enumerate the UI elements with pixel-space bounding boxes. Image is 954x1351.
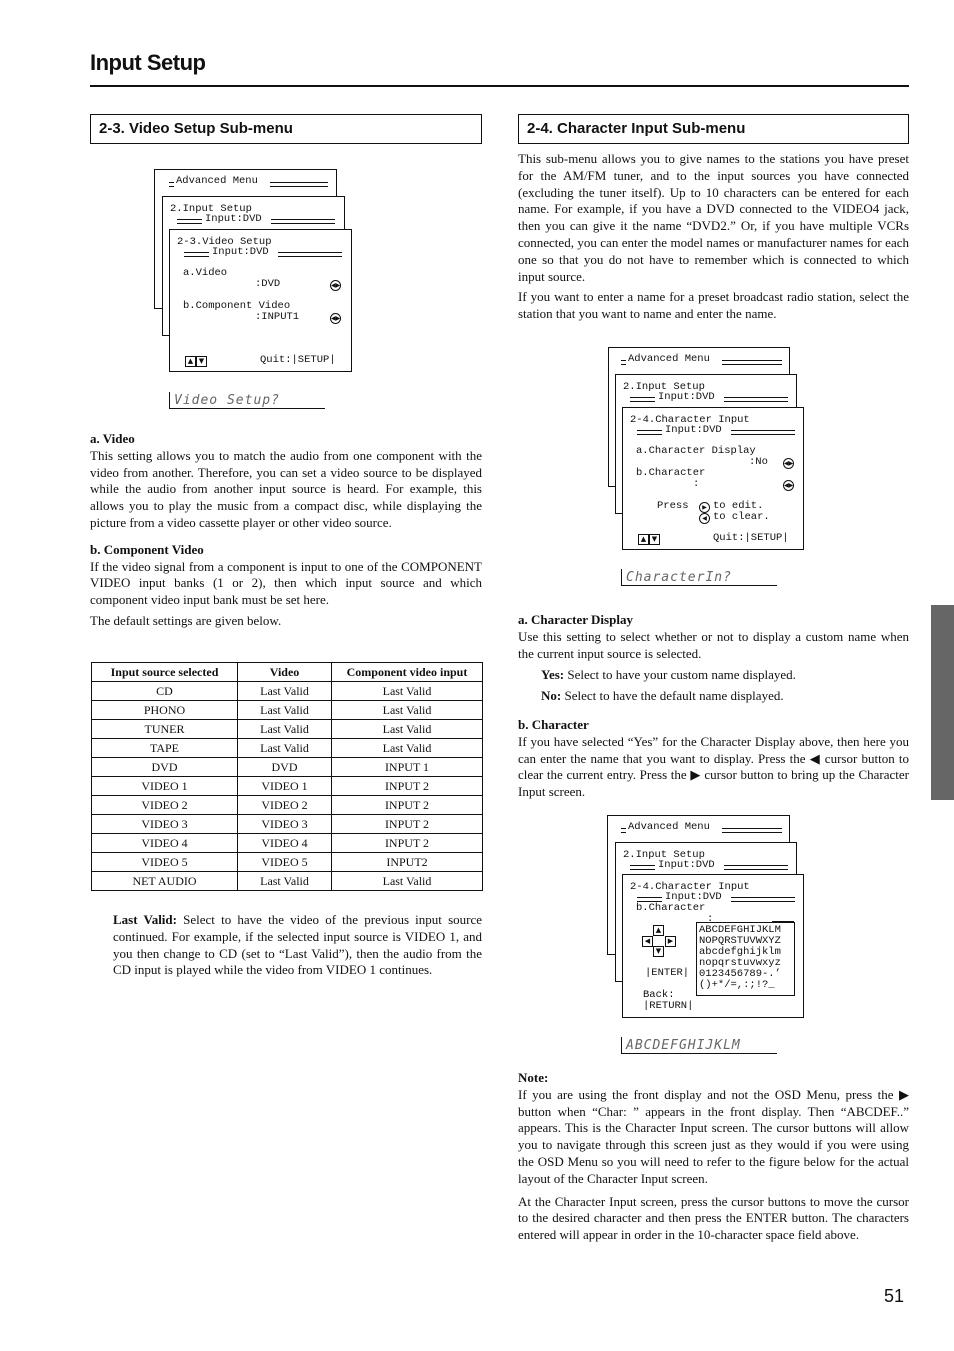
table-header-cell: Component video input [332,663,483,682]
osd-enter: |ENTER| [645,967,690,979]
osd-item-b-value: : [707,913,714,925]
left-arrow-icon: ◀ [699,513,710,524]
video-section-heading: 2-3. Video Setup Sub-menu [90,114,482,144]
osd-menu3-sub: Input:DVD [665,891,722,903]
yes-option [541,667,909,684]
table-cell: VIDEO 4 [238,834,332,853]
osd-menu3-title: 2-3.Video Setup [177,236,272,248]
table-cell: INPUT 2 [332,815,483,834]
no-label: No: [541,688,562,704]
table-row [92,739,483,758]
char-intro-1: This sub-menu allows you to give names to the stations you have preset for the AM/FM tuner, and to the input sources you have connected (excluding the tuner itself). Up to 10 characters can be entered for each name. For example, if you have a DVD connected to the VIDEO4 jack, then you can give it the name “DVD2.” Or, if you have multiple VCRs connected, you can enter the model names or manufacturer names for each one so that you do not have to remember which is connected to which input source. [518,151,909,284]
left-arrow-icon: ◀ [642,936,653,947]
table-cell: TAPE [92,739,238,758]
table-row [92,720,483,739]
osd-return: |RETURN| [643,1000,694,1012]
table-row [92,853,483,872]
char-a-heading: a. Character Display [518,612,633,627]
char-description [518,612,909,805]
page-number: 51 [884,1286,905,1306]
char-row: 0123456789-.’ [699,968,781,980]
osd-press: Press [657,500,689,512]
osd-window-character-input [622,407,804,550]
table-header-cell: Video [238,663,332,682]
table-cell: INPUT 1 [332,758,483,777]
osd-menu2-sub: Input:DVD [658,859,715,871]
osd-menu3-title: 2-4.Character Input [630,414,750,426]
table-row [92,701,483,720]
osd-item-a-value: :No [749,456,768,468]
osd-item-b-value: :INPUT1 [255,311,300,323]
osd-menu1-label: Advanced Menu [628,353,710,365]
char-a-text: Use this setting to select whether or not to display a custom name when the current input source is selected. [518,628,909,661]
table-cell: Last Valid [332,872,483,891]
osd-item-a-value: :DVD [255,278,281,290]
table-header-row [92,663,483,682]
table-cell: INPUT 2 [332,796,483,815]
table-row [92,796,483,815]
osd-menu3-title: 2-4.Character Input [630,881,750,893]
last-valid-label: Last Valid: [113,912,177,927]
osd-item-b: b.Character [636,467,706,479]
table-cell: Last Valid [238,701,332,720]
table-cell: NET AUDIO [92,872,238,891]
char-b-text: If you have selected “Yes” for the Character Display above, then here you can enter the name that you want to display. Press the ◀ cursor button to clear the current entry. Press the ▶ cursor button to bring up the Character Input screen. [518,733,909,800]
osd-item-b: b.Component Video [183,300,291,312]
osd-item-b-value: : [693,478,700,490]
table-row [92,872,483,891]
yes-label: Yes: [541,667,565,683]
table-cell: INPUT 2 [332,834,483,853]
table-cell: INPUT2 [332,853,483,872]
osd-quit: Quit:|SETUP| [713,532,789,544]
table-row [92,682,483,701]
section-tab-marker [931,605,954,800]
osd-item-a: a.Video [183,267,228,279]
down-arrow-icon: ▼ [653,946,664,957]
table-cell: DVD [238,758,332,777]
note-text-2: At the Character Input screen, press the cursor buttons to move the cursor to the desired character and then press the ENTER button. The characters entered will appear in order in the 10-character space field above. [518,1193,909,1243]
table-cell: VIDEO 4 [92,834,238,853]
table-cell: VIDEO 3 [238,815,332,834]
up-arrow-icon: ▲ [185,356,196,367]
table-cell: VIDEO 5 [92,853,238,872]
osd-menu1-label: Advanced Menu [628,821,710,833]
video-description [90,431,482,634]
default-settings-table [91,662,483,891]
table-cell: VIDEO 2 [238,796,332,815]
yes-text: Select to have your custom name displayed. [567,667,796,683]
osd-menu2-sub: Input:DVD [658,391,715,403]
character-input-lcd: CharacterIn? [621,569,777,586]
osd-quit: Quit:|SETUP| [260,354,336,366]
down-arrow-icon: ▼ [196,356,207,367]
osd-menu2-title: 2.Input Setup [623,381,705,393]
left-right-icon: ◀▶ [331,282,341,289]
table-cell: INPUT 2 [332,777,483,796]
character-grid-lcd: ABCDEFGHIJKLM [621,1037,777,1054]
osd-edit: to edit. [713,500,764,512]
down-arrow-icon: ▼ [649,534,660,545]
left-right-icon: ◀▶ [784,460,794,467]
no-option [541,688,909,705]
no-text: Select to have the default name displayed. [564,688,784,704]
note-text-1: If you are using the front display and not the OSD Menu, press the ▶ button when “Char: ” appears in the front display. Then “ABCDEF..” appears. This is the Character Input screen. The cursor buttons will allow you to navigate through this screen just as they would if you were using the OSD Menu so you will need to refer to the figure below for the actual layout of the Character Input screen. [518,1086,909,1186]
table-cell: VIDEO 5 [238,853,332,872]
table-row [92,777,483,796]
osd-item-b: b.Character [636,902,706,914]
note-heading: Note: [518,1070,549,1085]
video-setup-lcd: Video Setup? [169,392,325,409]
osd-menu2-title: 2.Input Setup [170,203,252,215]
table-row [92,834,483,853]
video-b-heading: b. Component Video [90,541,204,557]
osd-menu3-sub: Input:DVD [212,246,269,258]
osd-window-video-setup [169,229,352,372]
table-row [92,758,483,777]
up-arrow-icon: ▲ [653,925,664,936]
default-text: The default settings are given below. [90,612,282,628]
char-row: NOPQRSTUVWXYZ [699,935,781,947]
osd-menu2-sub: Input:DVD [205,213,262,225]
table-cell: VIDEO 1 [238,777,332,796]
osd-window-character-grid [622,874,804,1018]
osd-menu1-label: Advanced Menu [176,175,258,187]
last-valid-text: Select to have the video of the previous input source continued. For example, if the selected input source is VIDEO 1, and you then change to CD (set to “Last Valid”), then the audio from the CD input is played while the video from VIDEO 1 continues. [113,912,483,978]
left-right-icon: ◀▶ [784,482,794,489]
osd-clear: to clear. [713,511,770,523]
table-header-cell: Input source selected [92,663,238,682]
video-b-text: If the video signal from a component is input to one of the COMPONENT VIDEO input banks (1 or 2), then which input source and which component video input bank must be set here. [90,558,482,608]
table-cell: Last Valid [332,701,483,720]
char-section-heading: 2-4. Character Input Sub-menu [518,114,909,144]
table-cell: Last Valid [332,720,483,739]
table-cell: Last Valid [238,739,332,758]
char-row: ()+*/=,:;!?_ [699,979,775,991]
left-right-icon: ◀▶ [331,315,341,322]
table-row [92,815,483,834]
table-cell: Last Valid [238,872,332,891]
table-cell: Last Valid [238,720,332,739]
up-arrow-icon: ▲ [638,534,649,545]
osd-menu3-sub: Input:DVD [665,424,722,436]
note-section [518,1070,909,1248]
title-rule [90,85,909,87]
char-row: ABCDEFGHIJKLM [699,924,781,936]
osd-menu2-title: 2.Input Setup [623,849,705,861]
char-row: nopqrstuvwxyz [699,957,781,969]
character-grid-box [696,922,795,996]
table-cell: VIDEO 3 [92,815,238,834]
table-cell: TUNER [92,720,238,739]
char-intro [518,151,909,327]
table-cell: VIDEO 2 [92,796,238,815]
table-cell: CD [92,682,238,701]
last-valid-note [113,912,482,979]
osd-item-a: a.Character Display [636,445,756,457]
table-cell: DVD [92,758,238,777]
osd-back: Back: [643,989,675,1001]
right-arrow-icon: ▶ [665,936,676,947]
table-cell: Last Valid [238,682,332,701]
table-cell: PHONO [92,701,238,720]
page-title: Input Setup [90,50,206,75]
char-intro-2: If you want to enter a name for a preset broadcast radio station, select the station that you want to name and enter the name. [518,289,909,322]
video-a-heading: a. Video [90,431,135,446]
table-cell: VIDEO 1 [92,777,238,796]
char-b-heading: b. Character [518,716,589,732]
video-a-text: This setting allows you to match the audio from one component with the video from another. Therefore, you can set a video source to be displayed while the audio from another input source is heard. For example, this allows you to play the music from a compact disc, while displaying the picture from a video cassette player or other video source. [90,447,482,530]
table-cell: Last Valid [332,682,483,701]
right-arrow-icon: ▶ [699,502,710,513]
char-row: abcdefghijklm [699,946,781,958]
table-cell: Last Valid [332,739,483,758]
